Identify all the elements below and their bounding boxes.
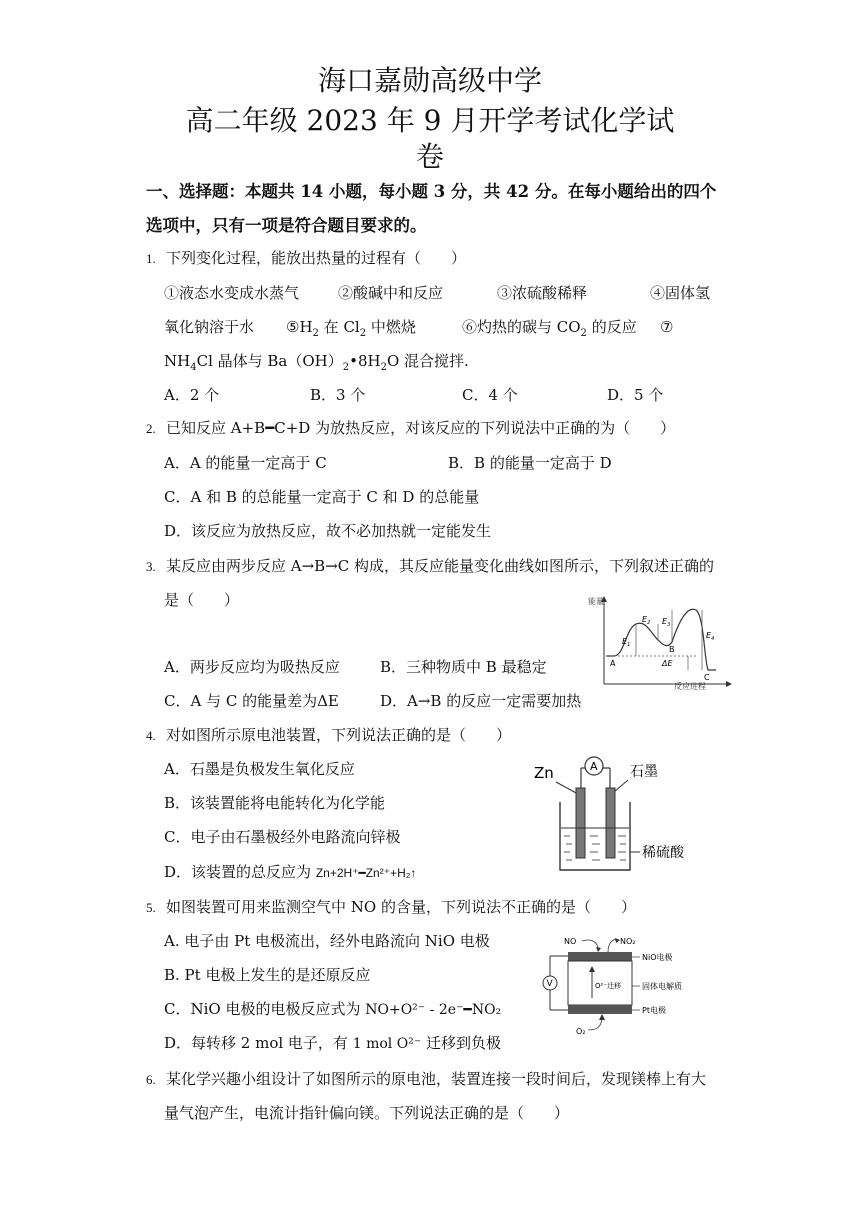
label-e1: $E_1$ — [622, 637, 631, 648]
galvanic-cell-diagram — [530, 752, 700, 876]
graphite-label: 石墨 — [630, 764, 658, 780]
q3-option-a: A．两步反应均为吸热反应 — [164, 658, 340, 676]
q5-option-d: D．每转移 2 mol 电子，有 1 mol O²⁻ 迁移到负极 — [164, 1034, 501, 1052]
exam-title-cont: 卷 — [415, 140, 444, 173]
zn-label: Zn — [534, 764, 554, 782]
q5-option-a: A. 电子由 Pt 电极流出，经外电路流向 NiO 电极 — [164, 932, 490, 950]
exam-title: 高二年级 2023 年 9 月开学考试化学试 — [185, 104, 675, 137]
q1-item-7-cont: $NH_4Cl$ 晶体与 $Ba(OH)_2•8H_2O$ 混合搅拌. — [164, 352, 469, 373]
question-3-stem-cont: 是（ ） — [164, 591, 240, 609]
q1-item-4-cont: 氧化钠溶于水 — [164, 318, 255, 336]
q5-equation: NO+O²⁻ - 2e⁻━NO₂ — [365, 1002, 502, 1018]
q4-option-c: C．电子由石墨极经外电路流向锌极 — [164, 828, 401, 846]
q1-item-3: ③浓硫酸稀释 — [497, 284, 588, 302]
school-name: 海口嘉勋高级中学 — [317, 64, 542, 97]
q3-option-b: B．三种物质中 B 最稳定 — [380, 658, 547, 676]
q1-item-5: $⑤H_2$ 在 $Cl_2$ 中燃烧 — [286, 318, 416, 339]
label-c: C — [704, 673, 710, 682]
x-axis-label: 反应进程 — [674, 682, 706, 690]
question-6-stem — [146, 1068, 706, 1091]
q1-item-2: ②酸碱中和反应 — [338, 284, 444, 302]
question-2-stem — [146, 417, 675, 440]
acid-label: 稀硫酸 — [642, 845, 684, 861]
y-axis-label: 能量 — [588, 597, 604, 606]
q1-item-7: ⑦ — [660, 318, 674, 336]
stem-text: 某化学兴趣小组设计了如图所示的原电池，装置连接一段时间后，发现镁棒上有大 — [166, 1070, 707, 1088]
stem-text: 某反应由两步反应 A→B→C 构成，其反应能量变化曲线如图所示，下列叙述正确的 — [166, 557, 715, 575]
q1-option-d: D．5 个 — [607, 386, 664, 404]
q1-item-1: ①液态水变成水蒸气 — [164, 284, 300, 302]
label-b: B — [669, 645, 675, 654]
q4-option-b: B．该装置能将电能转化为化学能 — [164, 794, 386, 812]
no-sensor-diagram — [538, 932, 708, 1036]
q2-option-a: A．A 的能量一定高于 C — [164, 454, 327, 472]
pt-label: Pt电极 — [642, 1006, 666, 1015]
question-6-stem-cont: 量气泡产生，电流计指针偏向镁。下列说法正确的是（ ） — [164, 1104, 570, 1122]
q1-item-6: ⑥灼热的碳与 $CO_2$ 的反应 — [462, 318, 637, 339]
label-e3: $E_3$ — [662, 617, 671, 628]
solid-electrolyte-label: 固体电解质 — [642, 982, 682, 991]
q5-option-c: C．NiO 电极的电极反应式为 NO+O²⁻ - 2e⁻━NO₂ — [164, 1000, 502, 1018]
stem-text: 如图装置可用来监测空气中 NO 的含量，下列说法不正确的是（ ） — [166, 898, 636, 916]
q2-option-c: C．A 和 B 的总能量一定高于 C 和 D 的总能量 — [164, 488, 480, 506]
ammeter-label: A — [590, 760, 598, 773]
stem-text: 下列变化过程，能放出热量的过程有（ ） — [166, 249, 467, 267]
label-delta-e: ΔE — [662, 659, 673, 668]
nio-label: NiO电极 — [642, 953, 673, 962]
q4-equation: Zn+2H⁺━Zn²⁺+H₂↑ — [315, 866, 417, 880]
o2-migration-label: O²⁻迁移 — [595, 982, 622, 990]
o2-label: O₂ — [576, 1027, 586, 1036]
stem-text: 已知反应 A+B━C+D 为放热反应，对该反应的下列说法中正确的为（ ） — [166, 419, 676, 437]
q1-option-b: B．3 个 — [310, 386, 366, 404]
question-number: 6. — [146, 1072, 156, 1087]
no-label: NO — [564, 937, 577, 946]
q3-option-d: D．A→B 的反应一定需要加热 — [380, 692, 582, 710]
q4-option-a: A．石墨是负极发生氧化反应 — [164, 760, 355, 778]
label-a: A — [610, 659, 616, 668]
question-number: 4. — [146, 728, 156, 743]
question-3-stem — [146, 555, 714, 578]
question-5-stem — [146, 896, 636, 919]
question-number: 5. — [146, 900, 156, 915]
section-instructions-2: 选项中，只有一项是符合题目要求的。 — [146, 216, 427, 235]
q2-option-b: B．B 的能量一定高于 D — [448, 454, 612, 472]
voltmeter-label: V — [546, 979, 553, 989]
q1-item-4: ④固体氢 — [650, 284, 711, 302]
question-number: 1. — [146, 251, 156, 266]
question-number: 3. — [146, 559, 156, 574]
question-4-stem — [146, 724, 511, 747]
q2-option-d: D．该反应为放热反应，故不必加热就一定能发生 — [164, 522, 492, 540]
q1-option-c: C．4 个 — [462, 386, 518, 404]
question-1-stem — [146, 247, 466, 270]
q5-option-b: B. Pt 电极上发生的是还原反应 — [164, 966, 371, 984]
q3-option-c: C．A 与 C 的能量差为ΔE — [164, 692, 339, 710]
energy-diagram — [584, 588, 734, 690]
stem-text: 对如图所示原电池装置，下列说法正确的是（ ） — [166, 726, 512, 744]
label-e4: $E_4$ — [706, 631, 715, 642]
section-instructions-1: 一、选择题：本题共 14 小题，每小题 3 分，共 42 分。在每小题给出的四个 — [146, 182, 717, 201]
no2-label: NO₂ — [620, 937, 636, 946]
q1-option-a: A．2 个 — [164, 386, 220, 404]
question-number: 2. — [146, 421, 156, 436]
q4-option-d: D．该装置的总反应为 Zn+2H⁺━Zn²⁺+H₂↑ — [164, 863, 417, 881]
label-e2: $E_2$ — [642, 615, 651, 626]
